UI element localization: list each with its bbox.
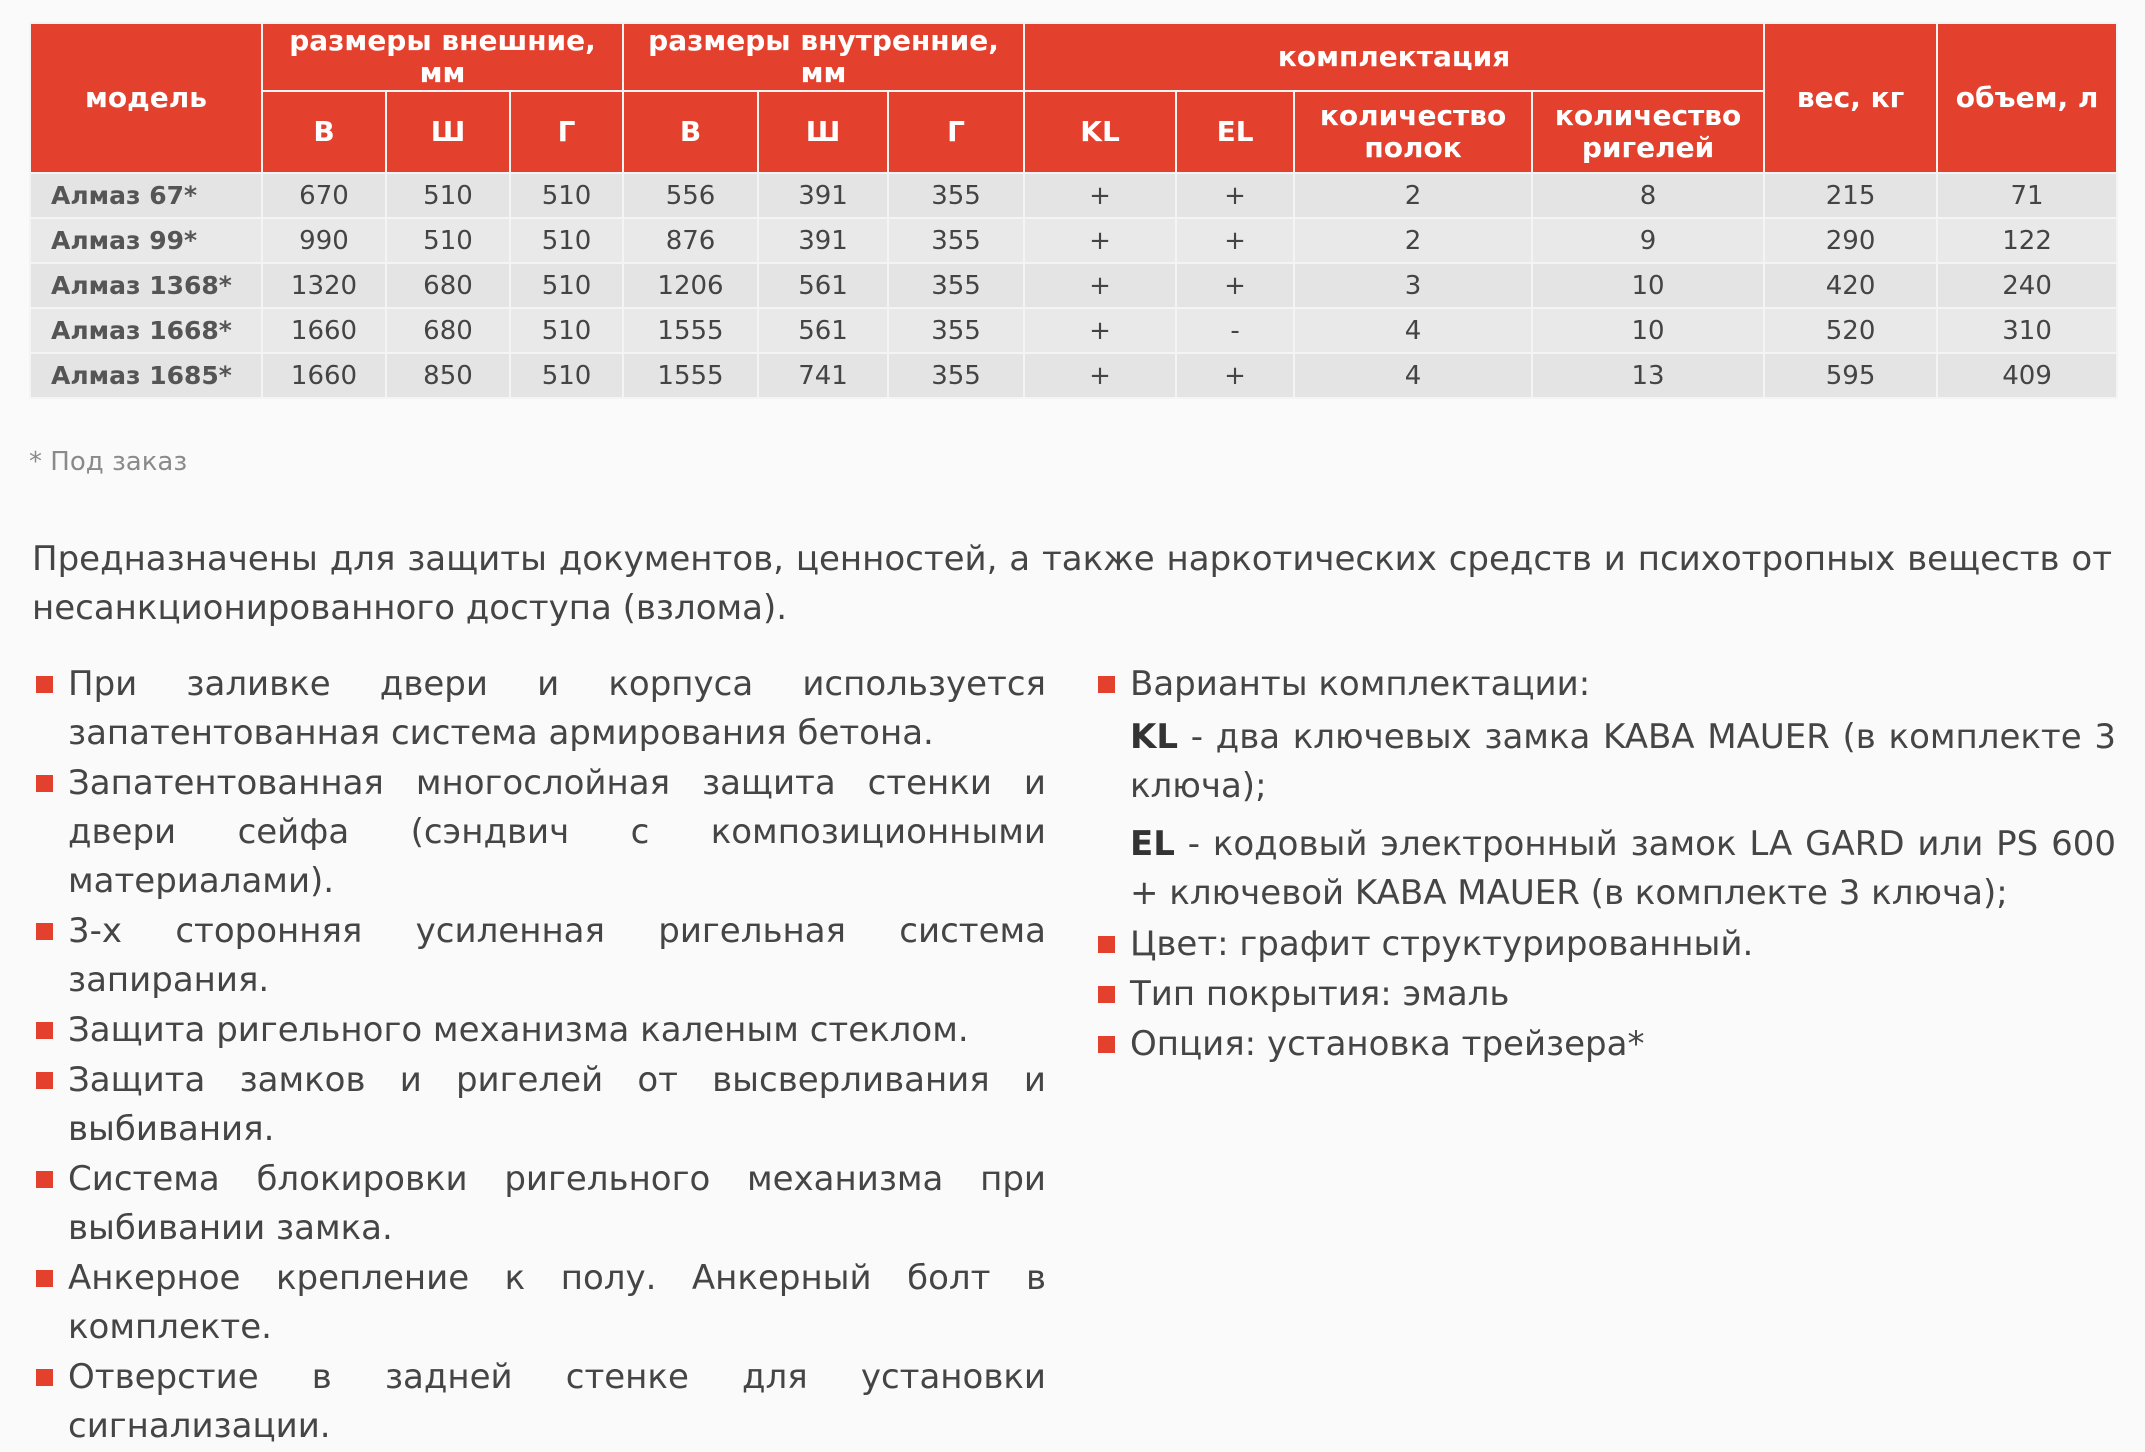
table-cell-model: Алмаз 67* xyxy=(30,173,262,218)
header-kl: KL xyxy=(1024,91,1176,173)
table-cell: 391 xyxy=(758,218,888,263)
header-int-depth: Г xyxy=(888,91,1024,173)
bullet-square-icon xyxy=(1098,1036,1115,1053)
table-row xyxy=(30,308,2117,353)
table-cell: 10 xyxy=(1532,308,1764,353)
table-cell: 510 xyxy=(510,263,623,308)
header-external-dimensions: размеры внешние, мм xyxy=(262,23,623,91)
header-internal-dimensions: размеры внутренние, мм xyxy=(623,23,1024,91)
footnote: * Под заказ xyxy=(29,447,188,477)
variant-kl-text: - два ключевых замка KABA MAUER (в комплекте 3 ключа); xyxy=(1130,717,2116,806)
list-item-option xyxy=(1098,1020,2116,1069)
variant-el-text: - кодовый электронный замок LA GARD или PS 600 + ключевой KABA MAUER (в комплекте 3 ключа); xyxy=(1130,824,2116,913)
table-cell: + xyxy=(1024,173,1176,218)
list-item xyxy=(36,1254,1046,1352)
list-item-text: Цвет: графит структурированный. xyxy=(1130,924,1754,964)
specifications-table xyxy=(29,22,2118,399)
list-item xyxy=(36,907,1046,1005)
table-cell: 990 xyxy=(262,218,386,263)
table-cell: 240 xyxy=(1937,263,2117,308)
variant-el-code: EL xyxy=(1130,824,1175,864)
list-item-color xyxy=(1098,920,2116,969)
variant-kl-code: KL xyxy=(1130,717,1179,757)
table-cell: 1320 xyxy=(262,263,386,308)
variants-details xyxy=(1130,713,2116,918)
table-cell: 741 xyxy=(758,353,888,398)
list-item xyxy=(36,1155,1046,1253)
header-int-height: В xyxy=(623,91,758,173)
bullet-square-icon xyxy=(36,923,53,940)
options-list xyxy=(1098,660,2116,1070)
table-cell: 520 xyxy=(1764,308,1937,353)
bullet-square-icon xyxy=(1098,936,1115,953)
table-cell: 122 xyxy=(1937,218,2117,263)
table-cell: 1660 xyxy=(262,308,386,353)
table-cell-model: Алмаз 1668* xyxy=(30,308,262,353)
header-el: EL xyxy=(1176,91,1294,173)
table-row xyxy=(30,263,2117,308)
list-item-text: Защита ригельного механизма каленым стеклом. xyxy=(68,1010,969,1050)
table-cell: + xyxy=(1024,353,1176,398)
bullet-square-icon xyxy=(36,1171,53,1188)
list-item-variants xyxy=(1098,660,2116,918)
list-item-text: Запатентованная многослойная защита стенки и двери сейфа (сэндвич с композиционными материалами). xyxy=(68,763,1046,901)
table-cell: 290 xyxy=(1764,218,1937,263)
table-cell: 215 xyxy=(1764,173,1937,218)
table-header-row-1 xyxy=(30,23,2117,91)
table-cell: 355 xyxy=(888,218,1024,263)
list-item-coating xyxy=(1098,970,2116,1019)
table-cell: 13 xyxy=(1532,353,1764,398)
list-item xyxy=(36,1056,1046,1154)
table-cell: 409 xyxy=(1937,353,2117,398)
header-shelves-count: количество полок xyxy=(1294,91,1532,173)
table-body xyxy=(30,173,2117,398)
bullet-square-icon xyxy=(36,676,53,693)
table-cell: 510 xyxy=(386,218,510,263)
table-cell: + xyxy=(1024,218,1176,263)
header-bolts-count: количество ригелей xyxy=(1532,91,1764,173)
table-row xyxy=(30,353,2117,398)
header-equipment: комплектация xyxy=(1024,23,1764,91)
table-cell: + xyxy=(1176,218,1294,263)
bullet-square-icon xyxy=(1098,676,1115,693)
list-item-text: Тип покрытия: эмаль xyxy=(1130,974,1510,1014)
intro-paragraph: Предназначены для защиты документов, ценностей, а также наркотических средств и психотропных веществ от несанкционированного доступа (взлома). xyxy=(32,539,2112,628)
table-cell: 556 xyxy=(623,173,758,218)
table-cell: 561 xyxy=(758,263,888,308)
table-cell: 876 xyxy=(623,218,758,263)
table-cell: 1555 xyxy=(623,308,758,353)
list-item-text: Отверстие в задней стенке для установки сигнализации. xyxy=(68,1357,1046,1446)
table-cell: - xyxy=(1176,308,1294,353)
list-item-text: Защита замков и ригелей от высверливания и выбивания. xyxy=(68,1060,1046,1149)
header-ext-width: Ш xyxy=(386,91,510,173)
table-cell: 310 xyxy=(1937,308,2117,353)
table-cell: 9 xyxy=(1532,218,1764,263)
bullet-square-icon xyxy=(1098,986,1115,1003)
variant-kl xyxy=(1130,713,2116,811)
table-cell: 391 xyxy=(758,173,888,218)
table-cell: 510 xyxy=(510,173,623,218)
table-row xyxy=(30,173,2117,218)
table-cell-model: Алмаз 99* xyxy=(30,218,262,263)
table-cell-model: Алмаз 1685* xyxy=(30,353,262,398)
table-cell: 680 xyxy=(386,308,510,353)
header-weight: вес, кг xyxy=(1764,23,1937,173)
table-cell: 355 xyxy=(888,173,1024,218)
variants-title: Варианты комплектации: xyxy=(1130,664,1591,704)
table-cell: 420 xyxy=(1764,263,1937,308)
list-item-text: Анкерное крепление к полу. Анкерный болт в комплекте. xyxy=(68,1258,1046,1347)
table-cell: 355 xyxy=(888,308,1024,353)
table-cell: 2 xyxy=(1294,218,1532,263)
table-cell: 850 xyxy=(386,353,510,398)
table-cell: 510 xyxy=(510,353,623,398)
table-cell: 561 xyxy=(758,308,888,353)
table-cell: 1206 xyxy=(623,263,758,308)
list-item-text: Система блокировки ригельного механизма при выбивании замка. xyxy=(68,1159,1046,1248)
table-cell: 4 xyxy=(1294,353,1532,398)
table-cell: 510 xyxy=(510,308,623,353)
table-cell: + xyxy=(1024,308,1176,353)
bullet-square-icon xyxy=(36,1022,53,1039)
bullet-square-icon xyxy=(36,1072,53,1089)
variant-el xyxy=(1130,820,2116,918)
table-cell: 510 xyxy=(386,173,510,218)
table-cell: 1660 xyxy=(262,353,386,398)
header-volume: объем, л xyxy=(1937,23,2117,173)
features-list xyxy=(36,660,1046,1452)
table-cell: 355 xyxy=(888,353,1024,398)
header-ext-depth: Г xyxy=(510,91,623,173)
header-model: модель xyxy=(30,23,262,173)
table-cell: 71 xyxy=(1937,173,2117,218)
table-cell: + xyxy=(1176,173,1294,218)
table-cell: 510 xyxy=(510,218,623,263)
list-item xyxy=(36,759,1046,906)
table-cell: 680 xyxy=(386,263,510,308)
table-cell: + xyxy=(1176,353,1294,398)
list-item-text: Опция: установка трейзера* xyxy=(1130,1024,1645,1064)
table-cell: 10 xyxy=(1532,263,1764,308)
table-cell: 355 xyxy=(888,263,1024,308)
bullet-square-icon xyxy=(36,1270,53,1287)
table-cell: 1555 xyxy=(623,353,758,398)
table-cell: 670 xyxy=(262,173,386,218)
header-int-width: Ш xyxy=(758,91,888,173)
table-cell: 3 xyxy=(1294,263,1532,308)
bullet-square-icon xyxy=(36,775,53,792)
list-item-text: При заливке двери и корпуса используется запатентованная система армирования бетона. xyxy=(68,664,1046,753)
table-cell: 4 xyxy=(1294,308,1532,353)
list-item xyxy=(36,660,1046,758)
list-item xyxy=(36,1353,1046,1451)
table-row xyxy=(30,218,2117,263)
list-item-text: 3-х сторонняя усиленная ригельная система запирания. xyxy=(68,911,1046,1000)
table-cell: 8 xyxy=(1532,173,1764,218)
table-cell: + xyxy=(1024,263,1176,308)
table-cell-model: Алмаз 1368* xyxy=(30,263,262,308)
header-ext-height: В xyxy=(262,91,386,173)
list-item xyxy=(36,1006,1046,1055)
table-cell: 2 xyxy=(1294,173,1532,218)
table-cell: + xyxy=(1176,263,1294,308)
bullet-square-icon xyxy=(36,1369,53,1386)
table-cell: 595 xyxy=(1764,353,1937,398)
